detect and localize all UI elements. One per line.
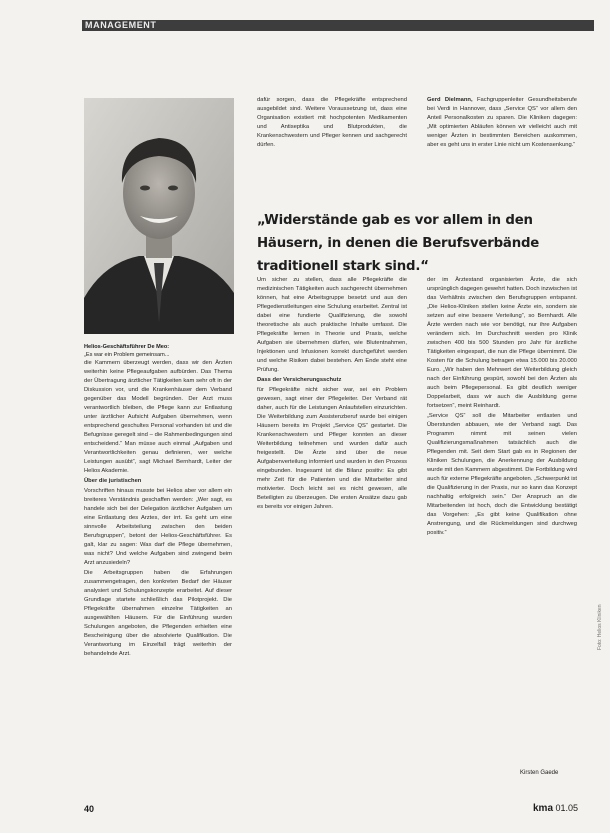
col1-paragraph: Vorschriften hinaus musste bei Helios aber vor allem ein breiteres Verständnis geschaffen werden: „Wer sagt, es handele sich bei der Delegation ärztlicher Aufgaben um eine Entlastung des Arztes, der irrt. Es geht um eine sinnvolle Arbeitsteilung zwischen den beiden Berufsgruppen“, betont der Helios-Geschäftsführer. Es galt, klar zu sagen: Was darf die Pflege übernehmen, was nicht? Und welche Aufgaben sind zwingend beim Arzt anzusiedeln? — [84, 488, 232, 566]
col3-paragraph: der im Ärztestand organisierten Ärzte, die sich ursprünglich dagegen gewehrt hatten. Doch inzwischen ist das Verhältnis zwischen den Berufsgruppen entspannt. „Die Helios-Kliniken stellen keine Ärzte ein, sondern sie setzen auf eine bessere Verteilung“, so Bernhardt. Alle Ärzte werden nach wie vor benötigt, nur ihre Aufgaben verändern sich. Im Durchschnitt werden pro Klinik zwischen 400 bis 500 Stunden pro Jahr für ärztliche Tätigkeiten eingespart, die nun die Pflege übernimmt. Die Kosten für die Schulung betragen etwa 15.000 bis 20.000 Euro. „Wir haben den Mehrwert der Weiterbildung gleich nach der Einführung gespürt, sowohl bei den Ärzten als auch beim Pflegepersonal. Es gibt deutlich weniger Doppelarbeit, dass wir auch die Ausbildung gerne fortsetzen“, meint Reinhardt. — [427, 277, 577, 409]
col2-top-paragraph: dafür sorgen, dass die Pflegekräfte entsprechend ausgebildet sind. Weitere Voraussetzung ist, dass eine Organisation existiert mit hochpotenten Medikamenten und Antiseptika und Blutprodukten, die Krankenschwestern und Pfleger kennen und sachgerecht dürfen. — [257, 97, 407, 148]
page-number: 40 — [84, 804, 95, 814]
section-label: MANAGEMENT — [85, 20, 157, 30]
magazine-name: kma — [533, 803, 554, 814]
author-credit: Kirsten Gaede — [520, 770, 559, 776]
col2-subheading: Dass der Versicherungsschutz — [257, 377, 342, 383]
col3-lead: Gerd Dielmann, — [427, 97, 473, 103]
col2-paragraph: für Pflegekräfte nicht sicher war, sei ein Problem gewesen, sagt einer der Pflegeleiter. Der Verband rät daher, auch für die Leistungen Anlaufstellen einzurichten. Die Weiterbildung zum Assistenzberuf wurde bei einigen Häusern bereits im Projekt „Service QS“ gestartet. Die Krankenschwestern und Pfleger konnten an dieser Weiterbildung teilnehmen und wurden dafür auch freigestellt. Die Ärzte sind über die neue Aufgabenverteilung informiert und wurden in den Prozess eingebunden. Insgesamt ist die Bilanz positiv: Es gibt mehr Zeit für die Patienten und die Mitarbeiter sind motivierter. Doch leicht sei es nicht gewesen, alle Beteiligten zu überzeugen. Die ersten Ansätze dazu gab es bereits vor einigen Jahren. — [257, 387, 407, 510]
column-3-top — [427, 96, 577, 151]
column-1 — [84, 359, 232, 660]
column-3 — [427, 276, 577, 539]
column-2-top — [257, 96, 407, 151]
col1-subheading: Über die juristischen — [84, 478, 142, 484]
col1-paragraph: die Kammern überzeugt werden, dass wir den Ärzten weiterhin keine Pflegeaufgaben aufbürden. Das Thema der Übertragung ärztlicher Tätigkeiten kam sehr oft in der Diskussion vor, und die Krankenhäuser dem Verband gegenüber das Modell begründen. Der Arzt muss verantwortlich bleiben, die Pflege kann zur Entlastung unter ärztlicher Aufsicht Aufgaben übernehmen, wenn entsprechend geschultes Personal vorhanden ist und die Befugnisse geregelt sind – die Rahmenbedingungen sind entscheidend.“ Man müsse auch einmal „Aufgaben und Verantwortlichkeiten genau definieren, wer welche Leistungen ausübt“, sagt Michael Bernhardt, Leiter der Helios Akademie. — [84, 360, 232, 474]
section-header-bar — [82, 20, 594, 31]
portrait-photo — [84, 98, 234, 334]
portrait-image — [84, 98, 234, 334]
photo-credit: Foto: Helios Kliniken — [597, 604, 603, 650]
col1-paragraph: Die Arbeitsgruppen haben die Erfahrungen zusammengetragen, den konkreten Bedarf der Häuser analysiert und Schulungskonzepte erarbeitet. Auf dieser Grundlage startete schließlich das Pilotprojekt. Die Pflegekräfte übernahmen einzelne Tätigkeiten an ausgewählten Häusern. Für die Einführung wurden Schulungen angeboten, die Pflegenden erhielten eine Bescheinigung über die absolvierte Qualifikation. Die Verantwortung im Einzelfall trägt weiterhin der behandelnde Arzt. — [84, 570, 232, 657]
footer-magazine — [533, 803, 578, 814]
caption-title: Helios-Geschäftsführer De Meo: — [84, 344, 170, 350]
column-2 — [257, 276, 407, 513]
col3-paragraph: „Service QS“ soll die Mitarbeiter entlasten und Überstunden abbauen, wie der Verband sagt. Das Programm nimmt mit seinen vielen Qualifizierungsmaßnahmen tatsächlich auch die Pflegenden mit. Seit dem Start gab es in Regionen der Kliniken Schulungen, die Anerkennung der Ausbildung wurde mit den Kammern abgestimmt. Die Fortbildung wird auch für externe Pflegekräfte angeboten. „Schwerpunkt ist die Qualifizierung in der Praxis, nur so kann das Konzept nachhaltig erfolgreich sein.“ Der Anspruch an die Mitarbeitenden ist hoch, doch die Entwicklung bestätigt das Vorgehen: „Es gibt keine Qualifikation ohne Anstrengung, und die Rückmeldungen sind durchweg positiv.“ — [427, 413, 577, 536]
caption-text: „Es war ein Problem gemeinsam... — [84, 352, 170, 358]
col3-top-paragraph: Fachgruppenleiter Gesundheitsberufe bei Verdi in Hannover, dass „Service QS“ vor allem den Anteil Personalkosten zu sparen. Die Kliniken dagegen: „Mit optimierten Abläufen können wir vielleicht auch mit weniger Ärzten in bestimmten Bereichen auskommen, aber es geht uns in erster Linie nicht um Kostensenkung.“ — [427, 97, 577, 148]
pull-quote: „Widerstände gab es vor allem in den Häusern, in denen die Berufsverbände traditionell stark sind.“ — [257, 213, 540, 274]
col2-paragraph: Um sicher zu stellen, dass alle Pflegekräfte die medizinischen Tätigkeiten auch sachgerecht übernehmen können, hat eine Arbeitsgruppe besetzt und aus den Pflegedienstleitungen eine Schulung erarbeitet. Zentral ist dabei eine fundierte Qualifizierung, die sowohl theoretische als auch praktische Inhalte umfasst. Die Pflegekräfte lernen in Theorie und Praxis, welche Aufgaben sie übernehmen dürfen, wie Blutentnahmen, Injektionen und Infusionen korrekt durchgeführt werden und welche Risiken dabei bestehen. Am Ende steht eine Prüfung. — [257, 277, 407, 373]
photo-caption — [84, 343, 234, 359]
issue-number: 01.05 — [555, 803, 579, 813]
